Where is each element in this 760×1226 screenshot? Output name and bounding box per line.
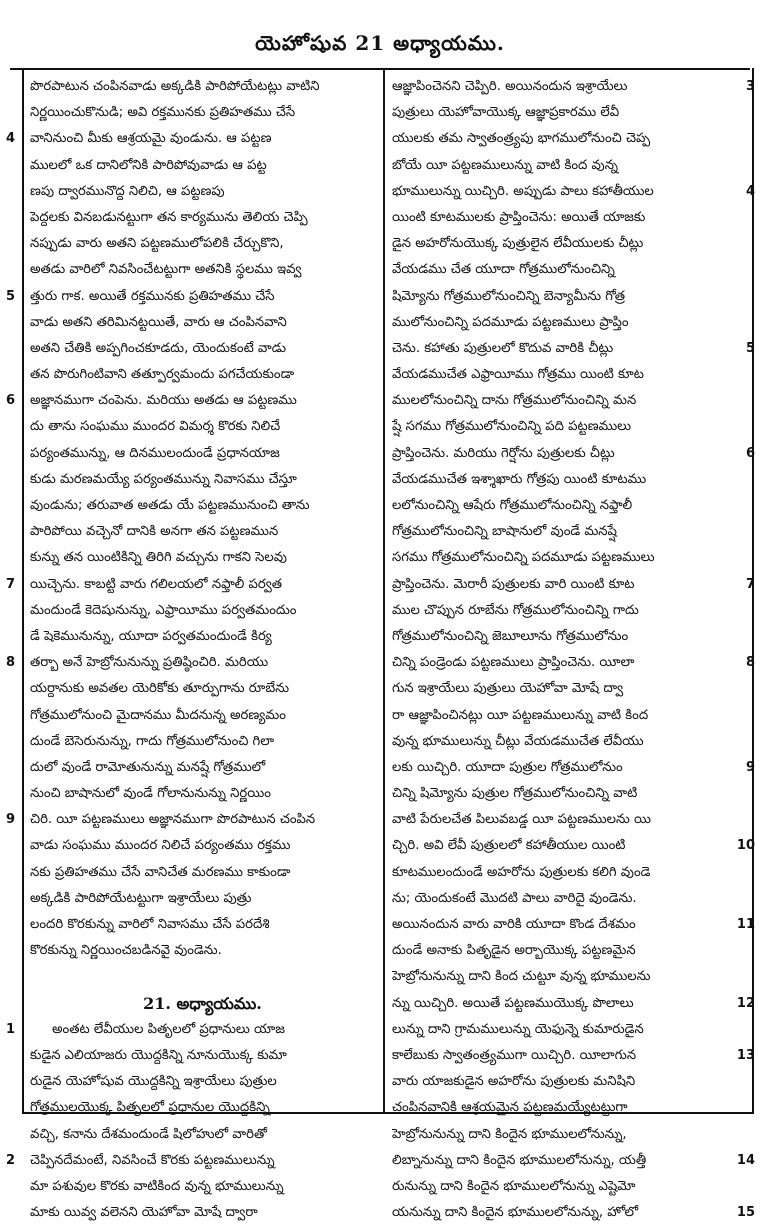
line-text: అంతట లేవీయుల పితృలలో ప్రధానులు యాజ	[52, 1021, 285, 1037]
line-text: దులో వుండే రామోతునున్ను మనష్షే గోత్రములో	[30, 759, 266, 775]
line-text: హెబ్రోనునున్ను దాని కింద చుట్టూ వున్న భూములను	[392, 969, 651, 985]
text-line	[392, 205, 737, 231]
text-line	[30, 1122, 375, 1148]
line-text: ముల చొప్పున రూబేను గోత్రములోనుంచిన్ని గాదు	[392, 602, 639, 618]
line-text: త్తురు గాక. అయితే రక్తమునకు ప్రతిహతము చేసే	[30, 288, 275, 304]
line-text: వేయడముచేత ఎఫ్రాయీము గోత్రము యింటి కూట	[392, 367, 644, 383]
text-line	[30, 100, 375, 126]
text-line	[30, 257, 375, 283]
line-text: వాడు సంఘము ముందర నిలిచే పర్యంతము రక్తము	[30, 838, 291, 854]
verse-number: 1	[6, 1021, 16, 1037]
line-text: మాకు యివ్వ వలెనని యెహోవా మోషే ద్వారా	[30, 1205, 258, 1221]
text-line	[392, 545, 737, 571]
line-text: కుడైన ఎలియాజరు యొద్దకిన్ని నూనుయొక్క కుమా	[30, 1047, 287, 1063]
text-line	[392, 388, 737, 414]
text-line	[30, 493, 375, 519]
text-line	[30, 1095, 375, 1121]
text-line	[30, 729, 375, 755]
line-text: మా పశువుల కొరకు వాటికింద వున్న భూములున్ను	[30, 1178, 284, 1194]
line-text: వానినుంచి మీకు ఆశ్రయమై వుండును. ఆ పట్టణ	[30, 131, 272, 147]
text-line	[30, 886, 375, 912]
text-line	[6, 388, 375, 414]
line-text: ఆజ్ఞాపించెనని చెప్పిరి. అయినందున ఇశ్రాయేలు	[392, 79, 628, 94]
text-line	[392, 441, 755, 467]
text-line	[30, 205, 375, 231]
text-line	[30, 676, 375, 702]
text-line	[392, 860, 737, 886]
page-header	[12, 24, 748, 66]
text-line	[30, 624, 375, 650]
left-column	[6, 74, 375, 1226]
line-text: దుండే అనాకు పితృడైన అర్బాయొక్క పట్టణమైన	[392, 943, 636, 959]
line-text: సగము గోత్రములోనుంచిన్ని పదమూడు పట్టణములు	[392, 550, 655, 566]
verse-number: 6	[6, 393, 16, 409]
text-line	[30, 938, 375, 964]
text-line	[392, 336, 755, 362]
line-text: డైన అహరోనుయొక్క పుత్రులైన లేవీయులకు చీట్లు	[392, 236, 644, 252]
text-line	[392, 231, 737, 257]
line-text: యులకు తమ స్వాతంత్ర్యపు భాగములోనుంచి చెప్ప	[392, 131, 651, 147]
chapter-title: యెహోషువ 21 అధ్యాయము.	[255, 30, 505, 55]
line-text: అతడు వారిలో నివసించేటట్టుగా అతనికి స్థలము ఇవ్వ	[30, 262, 302, 278]
line-text: తర్బా అనే హెబ్రోనునున్ను ప్రతిష్ఠించిరి. మరియు	[30, 655, 269, 671]
line-text: చిన్ని పండ్రెండు పట్టణములు ప్రాప్తించెను. యీలా	[392, 655, 635, 671]
line-text: గోత్రములోనుంచి మైదానము మీదనున్న అరణ్యమం	[30, 707, 286, 723]
line-text: గోత్రములయొక్క పితృలలో ప్రధానుల యొద్దకిన్ని	[30, 1100, 270, 1116]
line-text: ములలోనుంచిన్ని దాను గోత్రములోనుంచిన్ని మన	[392, 393, 637, 409]
line-text: నప్పుడు వారు అతని పట్టణములోపలికి చేర్చుకొని,	[30, 236, 284, 252]
line-text: లకు యిచ్చిరి. యూదా పుత్రుల గోత్రములోనుం	[392, 759, 623, 775]
text-line	[392, 100, 737, 126]
line-text: గోత్రములోనుంచిన్ని జెబూలూను గోత్రములోనుం	[392, 628, 629, 644]
text-line	[30, 1174, 375, 1200]
line-text: కుడు మరణమయ్యే పర్యంతమున్ను నివాసము చేస్తూ	[30, 471, 297, 487]
text-line	[392, 572, 755, 598]
line-text: ములలో ఒక దానిలోనికి పారిపోవువాడు ఆ పట్ట	[30, 157, 267, 173]
text-line	[392, 755, 755, 781]
verse-number: 6	[745, 445, 755, 461]
text-line	[30, 441, 375, 467]
line-text: చంపినవానికి ఆశ్రయమైన పట్టణమయ్యేటట్టుగా	[392, 1100, 628, 1116]
line-text: 21. అధ్యాయము.	[143, 993, 262, 1013]
line-text: వేయడముచేత ఇశ్శాఖారు గోత్రపు యింటి కూటము	[392, 471, 647, 487]
line-text: ప్రాప్తించెను. మరియు గెర్షోను పుత్రులకు చీట్లు	[392, 445, 615, 461]
text-line	[392, 703, 737, 729]
line-text: లందరి కొరకున్ను వారిలో నివాసము చేసే పరదేశి	[30, 917, 270, 932]
verse-number: 7	[6, 576, 16, 592]
verse-number: 4	[745, 183, 755, 199]
text-line	[30, 519, 375, 545]
text-line	[392, 493, 737, 519]
line-text: పుత్రులు యెహోవాయొక్క ఆజ్ఞాప్రకారము లేవీ	[392, 105, 620, 121]
line-text: కొరకున్ను నిర్ణయించబడినవై వుండెను.	[30, 943, 222, 959]
verse-number: 8	[6, 655, 16, 671]
line-text: మందుండే కెదెషునున్ను, ఎఫ్రాయీము పర్వతమందుం	[30, 602, 297, 618]
verse-number: 2	[6, 1152, 16, 1168]
line-text: లిబ్నానున్ను దాని కిందైన భూములలోనున్ను, యత్తీ	[392, 1152, 647, 1168]
line-text: పెద్దలకు వినబడునట్టుగా తన కార్యమును తెలియ చెప్పి	[30, 209, 308, 225]
text-line	[30, 781, 375, 807]
line-text: వారు యాజకుడైన అహరోను పుత్రులకు మనిషిని	[392, 1074, 636, 1090]
line-text: లలోనుంచిన్ని ఆషేరు గోత్రములోనుంచిన్ని నఫ్తాలీ	[392, 498, 633, 513]
text-line	[30, 964, 375, 990]
line-text: చిరి. యీ పట్టణములు అజ్ఞానముగా పొరపాటున చంపిన	[30, 812, 316, 828]
text-line	[392, 886, 737, 912]
text-line	[392, 1122, 737, 1148]
line-text: చెప్పినదేమంటే, నివసించే కొరకు పట్టణములున్ను	[30, 1152, 275, 1168]
text-line	[6, 807, 375, 833]
text-line	[6, 126, 375, 152]
text-line	[6, 650, 375, 676]
text-line	[6, 1148, 375, 1174]
verse-number: 3	[745, 79, 755, 94]
text-line	[392, 1043, 755, 1069]
text-line	[392, 781, 737, 807]
text-line	[392, 284, 737, 310]
text-line	[392, 1200, 755, 1226]
column-divider	[383, 68, 385, 1114]
text-line	[30, 598, 375, 624]
text-line	[30, 153, 375, 179]
text-line	[30, 310, 375, 336]
text-line	[30, 860, 375, 886]
text-line	[392, 74, 755, 100]
text-line	[392, 153, 737, 179]
line-text: రుడైన యెహోషువ యొద్దకిన్ని ఇశ్రాయేలు పుత్రుల	[30, 1074, 277, 1090]
text-line	[30, 1069, 375, 1095]
line-text: నిర్ణయించుకొనుడి; అవి రక్తమునకు ప్రతిహతము చేసే	[30, 105, 296, 121]
line-text: వాడు అతని తరిమినట్టయితే, వారు ఆ చంపినవాని	[30, 314, 287, 330]
verse-number: 12	[736, 995, 755, 1011]
verse-number: 9	[745, 759, 755, 775]
line-text: యిచ్చెను. కాబట్టి వారు గలిలయలో నఫ్తాలీ పర్వత	[30, 576, 283, 592]
text-line	[392, 676, 737, 702]
verse-number: 11	[736, 917, 755, 932]
verse-number: 5	[745, 340, 755, 356]
text-line	[30, 912, 375, 938]
line-text: కున్ను తన యింటికిన్ని తిరిగి వచ్చును గాకని సెలవు	[30, 550, 287, 566]
line-text: చెను. కహాతు పుత్రులలో కొదువ వారికి చీట్లు	[392, 340, 614, 356]
line-text: ప్రాప్తించెను. మెరారీ పుత్రులకు వారి యింటి కూట	[392, 576, 635, 592]
line-text: యనున్ను దాని కిందైన భూములలోనున్ను, హోలో	[392, 1205, 639, 1221]
verse-number: 15	[736, 1205, 755, 1221]
line-text: ష్షే సగము గోత్రములోనుంచిన్ని పది పట్టణములు	[392, 419, 632, 435]
line-text: రునున్ను దాని కిందైన భూములలోనున్ను ఎష్టెమో	[392, 1178, 636, 1194]
text-line	[392, 624, 737, 650]
verse-number: 7	[745, 576, 755, 592]
text-line	[30, 414, 375, 440]
text-line	[30, 179, 375, 205]
line-text: గున ఇశ్రాయేలు పుత్రులు యెహోవా మోషే ద్వా	[392, 681, 624, 697]
text-line	[392, 912, 755, 938]
text-line	[30, 467, 375, 493]
line-text: లున్ను దాని గ్రామములున్ను యెఫున్నె కుమారుడైన	[392, 1021, 644, 1037]
text-line	[6, 284, 375, 310]
line-text: తన పొరుగింటివాని తత్పూర్వమందు పగచేయకుండా	[30, 367, 295, 383]
text-line	[30, 833, 375, 859]
text-line	[392, 126, 737, 152]
line-text: చ్చిరి. అవి లేవీ పుత్రులలో కహాతీయుల యింటి	[392, 838, 626, 854]
text-line	[30, 74, 375, 100]
line-text: కాలేబుకు స్వాతంత్ర్యముగా యిచ్చిరి. యీలాగున	[392, 1047, 637, 1063]
line-text: అయినందున వారు వారికి యూదా కొండ దేశమం	[392, 917, 636, 932]
text-line	[392, 414, 737, 440]
chapter-heading	[30, 991, 375, 1017]
text-line	[392, 1095, 737, 1121]
verse-number: 9	[6, 812, 16, 828]
line-text: గోత్రములోనుంచిన్ని బాషానులో వుండే మనష్షే	[392, 524, 617, 540]
verse-number: 5	[6, 288, 16, 304]
line-text: నుంచి బాషానులో వుండే గోలానునున్ను నిర్ణయిం	[30, 786, 271, 802]
verse-number: 13	[736, 1047, 755, 1063]
line-text: కూటములందుండే అహరోను పుత్రులకు కలిగి వుండె	[392, 864, 651, 880]
text-line	[392, 833, 755, 859]
text-line	[392, 807, 737, 833]
text-line	[392, 1069, 737, 1095]
text-line	[392, 362, 737, 388]
line-text: అతని చేతికి అప్పగించకూడదు, యెందుకంటే వాడు	[30, 340, 287, 356]
verse-number: 10	[736, 838, 755, 854]
line-text: ను; యెందుకంటే మొదటి పాలు వారిదై వుండెను.	[392, 890, 637, 906]
line-text: వేయడము చేత యూదా గోత్రములోనుంచిన్ని	[392, 262, 615, 278]
text-line	[392, 729, 737, 755]
text-line	[392, 310, 737, 336]
line-text: అజ్ఞానముగా చంపెను. మరియు అతడు ఆ పట్టణము	[30, 393, 297, 409]
text-line	[392, 650, 755, 676]
line-text: నకు ప్రతిహతము చేసే వానిచేత మరణము కాకుండా	[30, 864, 291, 880]
line-text: చిన్ని షిమ్యోను పుత్రుల గోత్రములోనుంచిన్ని వాటి	[392, 786, 638, 802]
line-text: దు తాను సంఘము ముందర విమర్శ కొరకు నిలిచే	[30, 419, 281, 435]
line-text: ణపు ద్వారమునొద్ద నిలిచి, ఆ పట్టణపు	[30, 183, 225, 199]
text-line	[30, 545, 375, 571]
text-line	[30, 1200, 375, 1226]
line-text: పొరపాటున చంపినవాడు అక్కడికి పారిపోయేటట్లు వాటిని	[30, 79, 320, 94]
verse-number: 8	[745, 655, 755, 671]
verse-number: 4	[6, 131, 16, 147]
text-line	[30, 336, 375, 362]
line-text: ములోనుంచిన్ని పదమూడు పట్టణములు ప్రాప్తిం	[392, 314, 629, 330]
line-text: వుండును; తరువాత అతడు యే పట్టణమునుంచి తాను	[30, 498, 310, 513]
text-line	[30, 231, 375, 257]
line-text: వున్న భూములున్ను చీట్లు వేయడముచేత లేవీయు	[392, 733, 644, 749]
text-line	[392, 938, 737, 964]
text-line	[30, 362, 375, 388]
line-text: పర్యంతమున్ను, ఆ దినములందుండే ప్రధానయాజ	[30, 445, 280, 461]
line-text: యింటి కూటములకు ప్రాప్తించెను: అయితే యాజకు	[392, 209, 646, 225]
line-text: యర్దానుకు అవతల యెరికోకు తూర్పుగాను రూబేను	[30, 681, 290, 697]
text-line	[392, 467, 737, 493]
text-line	[30, 1043, 375, 1069]
text-line	[392, 598, 737, 624]
text-line	[392, 519, 737, 545]
right-column	[392, 74, 755, 1226]
line-text: అక్కడికి పారిపోయేటట్టుగా ఇశ్రాయేలు పుత్రు	[30, 890, 252, 906]
line-text: డే షెకెమునున్ను, యూదా పర్వతమందుండే కిర్య	[30, 628, 272, 644]
text-line	[392, 1017, 737, 1043]
line-text: భూములున్ను యిచ్చిరి. అప్పుడు పాలు కహాతీయుల	[392, 183, 654, 199]
text-line	[30, 703, 375, 729]
line-text: దుండే బెసెరునున్ను, గాదు గోత్రములోనుంచి గిలా	[30, 733, 275, 749]
line-text: హెబ్రోనునున్ను దాని కిందైన భూములలోనున్ను,	[392, 1126, 627, 1142]
text-line	[6, 572, 375, 598]
line-text: న్ను యిచ్చిరి. అయితే పట్టణముయొక్క పొలాలు	[392, 995, 634, 1011]
text-line	[30, 755, 375, 781]
line-text: షిమ్యోను గోత్రములోనుంచిన్ని బెన్యామీను గోత్ర	[392, 288, 626, 304]
line-text: పారిపోయి వచ్చెనో దానికి అనగా తన పట్టణమున	[30, 524, 279, 540]
line-text: వాటి పేరులచేత పిలువబడ్డ యీ పట్టణములను యి	[392, 812, 651, 828]
text-line	[392, 1148, 755, 1174]
line-text: బోయే యీ పట్టణములున్ను వాటి కింద వున్న	[392, 157, 618, 173]
text-line	[392, 991, 755, 1017]
text-line	[392, 964, 737, 990]
text-line	[392, 1174, 737, 1200]
line-text: రా ఆజ్ఞాపించినట్లు యీ పట్టణములున్ను వాటి కింద	[392, 707, 649, 723]
text-line	[392, 257, 737, 283]
text-line	[6, 1017, 375, 1043]
line-text: వచ్చి, కనాను దేశమందుండే షిలోహులో వారితో	[30, 1126, 267, 1142]
text-line	[392, 179, 755, 205]
verse-number: 14	[736, 1152, 755, 1168]
